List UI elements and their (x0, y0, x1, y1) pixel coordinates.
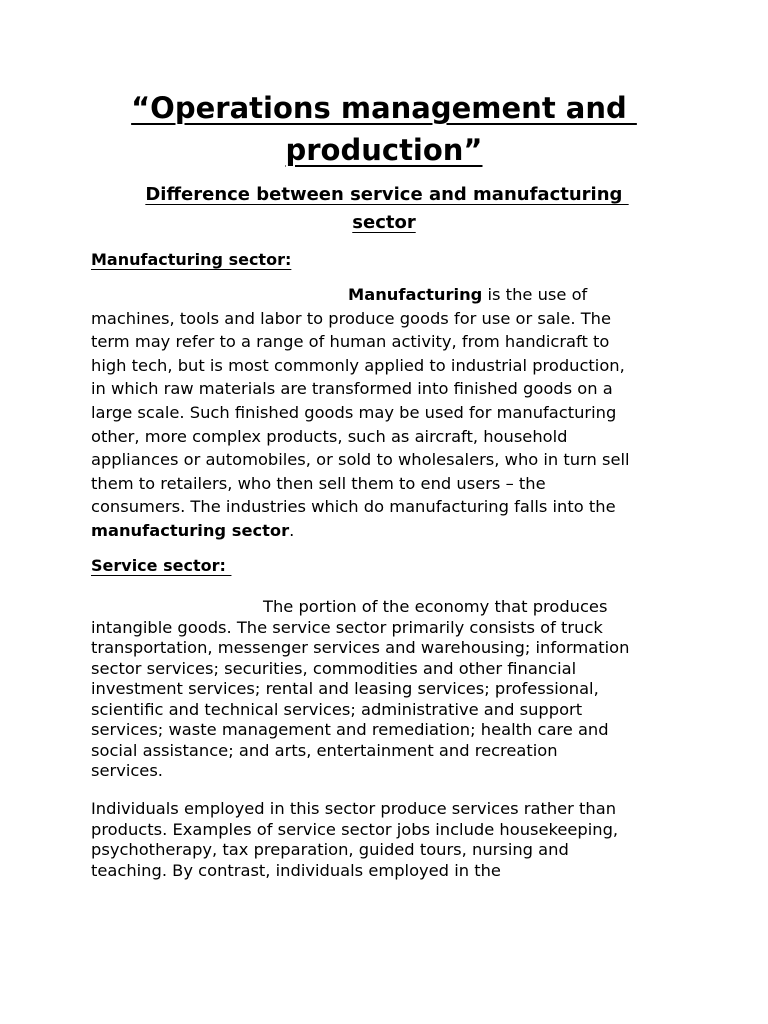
service-lead-line: The portion of the economy that produces (263, 597, 608, 616)
manufacturing-closing-bold: manufacturing sector (91, 520, 290, 540)
manufacturing-lead-line (91, 283, 691, 307)
manufacturing-sector-heading: Manufacturing sector: (91, 250, 292, 269)
manufacturing-paragraph (91, 283, 691, 543)
manufacturing-line: large scale. Such finished goods may be used for manufacturing (91, 402, 617, 422)
individuals-line: teaching. By contrast, individuals employed in the (91, 860, 501, 880)
manufacturing-line: appliances or automobiles, or sold to wholesalers, who in turn sell (91, 450, 630, 470)
manufacturing-line: them to retailers, who then sell them to end users – the (91, 473, 546, 493)
individuals-line: Individuals employed in this sector produce services rather than (91, 799, 617, 818)
service-line: transportation, messenger services and warehousing; information (91, 638, 630, 657)
document-title-line-2: production” (285, 133, 483, 167)
individuals-line: psychotherapy, tax preparation, guided tours, nursing and (91, 840, 569, 859)
service-paragraph (91, 597, 691, 782)
individuals-paragraph (91, 799, 691, 881)
manufacturing-lead-bold: Manufacturing (348, 285, 483, 304)
document-subtitle-line-1: Difference between service and manufacturing (145, 184, 629, 205)
manufacturing-closing-line (91, 519, 691, 543)
document-subtitle-line-2: sector (352, 212, 416, 233)
manufacturing-line: high tech, but is most commonly applied to industrial production, (91, 355, 625, 375)
manufacturing-line: other, more complex products, such as aircraft, household (91, 426, 568, 446)
manufacturing-line: consumers. The industries which do manufacturing falls into the (91, 497, 616, 517)
individuals-line: products. Examples of service sector jobs include housekeeping, (91, 819, 619, 839)
service-line: services. (91, 761, 163, 780)
service-line: social assistance; and arts, entertainment and recreation (91, 740, 558, 760)
service-sector-heading: Service sector: (91, 556, 232, 575)
manufacturing-closing-rest: . (289, 520, 295, 540)
service-line: services; waste management and remediation; health care and (91, 720, 609, 739)
service-line: investment services; rental and leasing services; professional, (91, 679, 599, 698)
manufacturing-lead-rest: is the use of (482, 285, 588, 304)
manufacturing-line: machines, tools and labor to produce goods for use or sale. The (91, 308, 611, 328)
service-line: intangible goods. The service sector primarily consists of truck (91, 617, 603, 637)
manufacturing-line: in which raw materials are transformed into finished goods on a (91, 379, 613, 399)
service-line: sector services; securities, commodities and other financial (91, 658, 577, 678)
manufacturing-line: term may refer to a range of human activity, from handicraft to (91, 332, 610, 352)
document-title-line-1: “Operations management and (131, 91, 637, 125)
service-line: scientific and technical services; administrative and support (91, 699, 583, 719)
